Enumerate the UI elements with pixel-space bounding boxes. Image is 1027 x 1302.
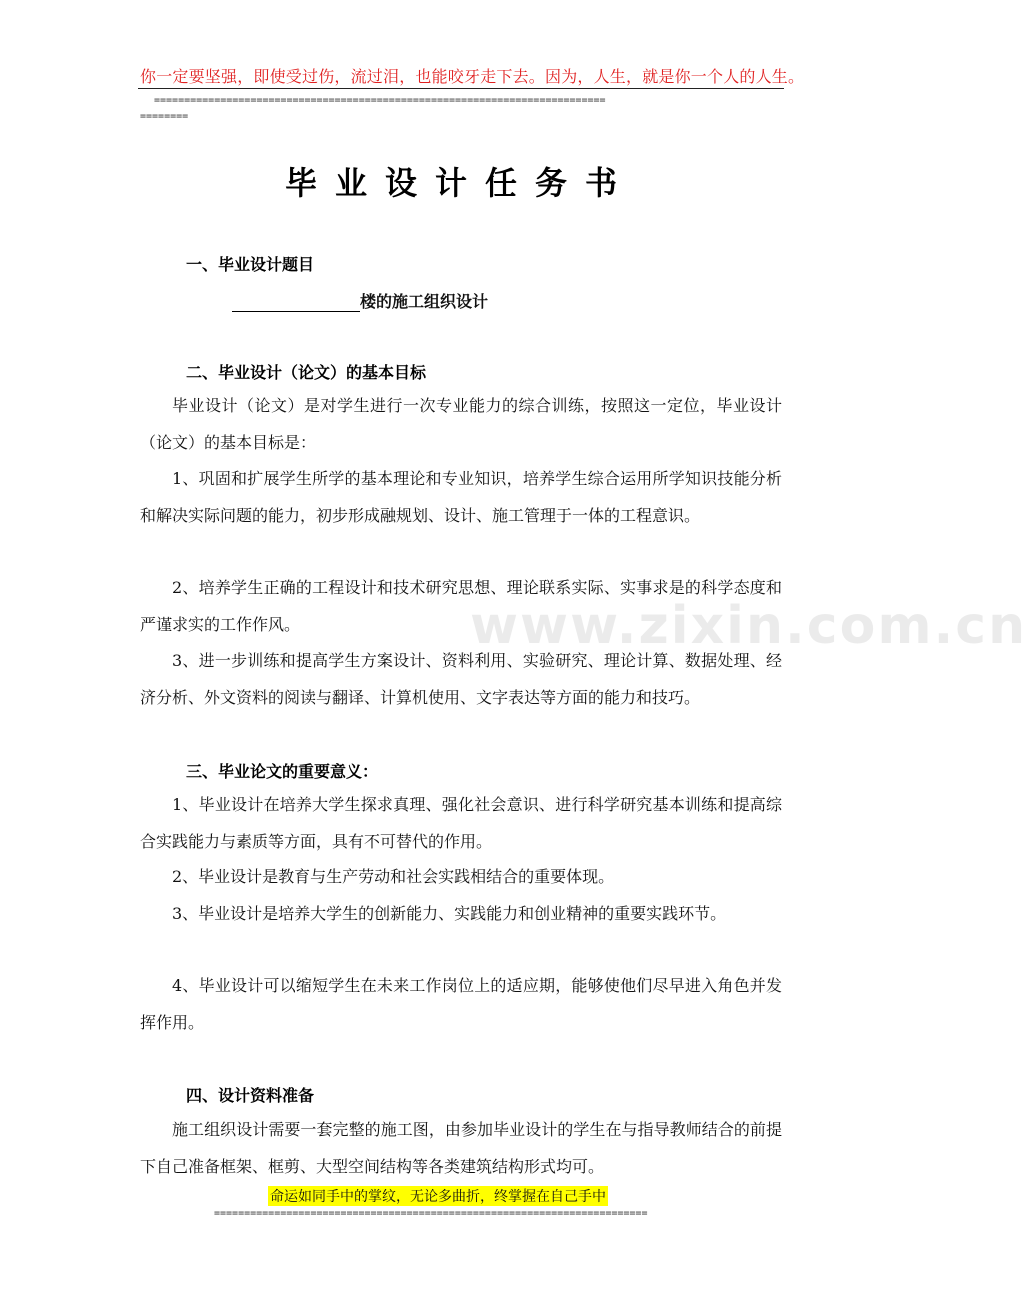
header-separator-2: ======== bbox=[140, 111, 189, 122]
footer-separator: ======================================================================== bbox=[214, 1208, 648, 1219]
section-2-item-1: 1、巩固和扩展学生所学的基本理论和专业知识，培养学生综合运用所学知识技能分析和解决实际问题的能力，初步形成融规划、设计、施工管理于一体的工程意识。 bbox=[140, 469, 782, 525]
header-quote: 你一定要坚强，即使受过伤，流过泪，也能咬牙走下去。因为，人生，就是你一个人的人生。 bbox=[140, 67, 805, 86]
section-4-para: 施工组织设计需要一套完整的施工图，由参加毕业设计的学生在与指导教师结合的前提下自己准备框架、框剪、大型空间结构等各类建筑结构形式均可。 bbox=[140, 1120, 782, 1176]
section-3-item-1: 1、毕业设计在培养大学生探求真理、强化社会意识、进行科学研究基本训练和提高综合实践能力与素质等方面，具有不可替代的作用。 bbox=[140, 795, 782, 851]
section-3-item-3: 3、毕业设计是培养大学生的创新能力、实践能力和创业精神的重要实践环节。 bbox=[172, 904, 727, 923]
section-2-item-2: 2、培养学生正确的工程设计和技术研究思想、理论联系实际、实事求是的科学态度和严谨求实的工作作风。 bbox=[140, 578, 782, 634]
header-separator-1: =========================================================================== bbox=[154, 95, 606, 106]
topic-line bbox=[232, 289, 488, 312]
section-1-heading: 一、毕业设计题目 bbox=[186, 255, 315, 274]
watermark: www.zixin.com.cn bbox=[470, 596, 1027, 656]
section-2-intro: 毕业设计（论文）是对学生进行一次专业能力的综合训练，按照这一定位，毕业设计（论文）的基本目标是： bbox=[140, 396, 782, 452]
section-3-item-4: 4、毕业设计可以缩短学生在未来工作岗位上的适应期，能够使他们尽早进入角色并发挥作用。 bbox=[140, 976, 782, 1032]
page-title: 毕业设计任务书 bbox=[284, 164, 635, 202]
topic-blank bbox=[232, 293, 360, 312]
header-rule bbox=[138, 88, 784, 89]
section-2-item-3: 3、进一步训练和提高学生方案设计、资料利用、实验研究、理论计算、数据处理、经济分析、外文资料的阅读与翻译、计算机使用、文字表达等方面的能力和技巧。 bbox=[140, 651, 782, 707]
topic-suffix: 楼的施工组织设计 bbox=[360, 292, 489, 311]
section-3-item-2: 2、毕业设计是教育与生产劳动和社会实践相结合的重要体现。 bbox=[172, 867, 615, 886]
section-3-heading: 三、毕业论文的重要意义： bbox=[186, 762, 379, 781]
footer-quote: 命运如同手中的掌纹，无论多曲折，终掌握在自己手中 bbox=[268, 1186, 608, 1206]
section-4-heading: 四、设计资料准备 bbox=[186, 1086, 315, 1105]
section-2-heading: 二、毕业设计（论文）的基本目标 bbox=[186, 363, 427, 382]
